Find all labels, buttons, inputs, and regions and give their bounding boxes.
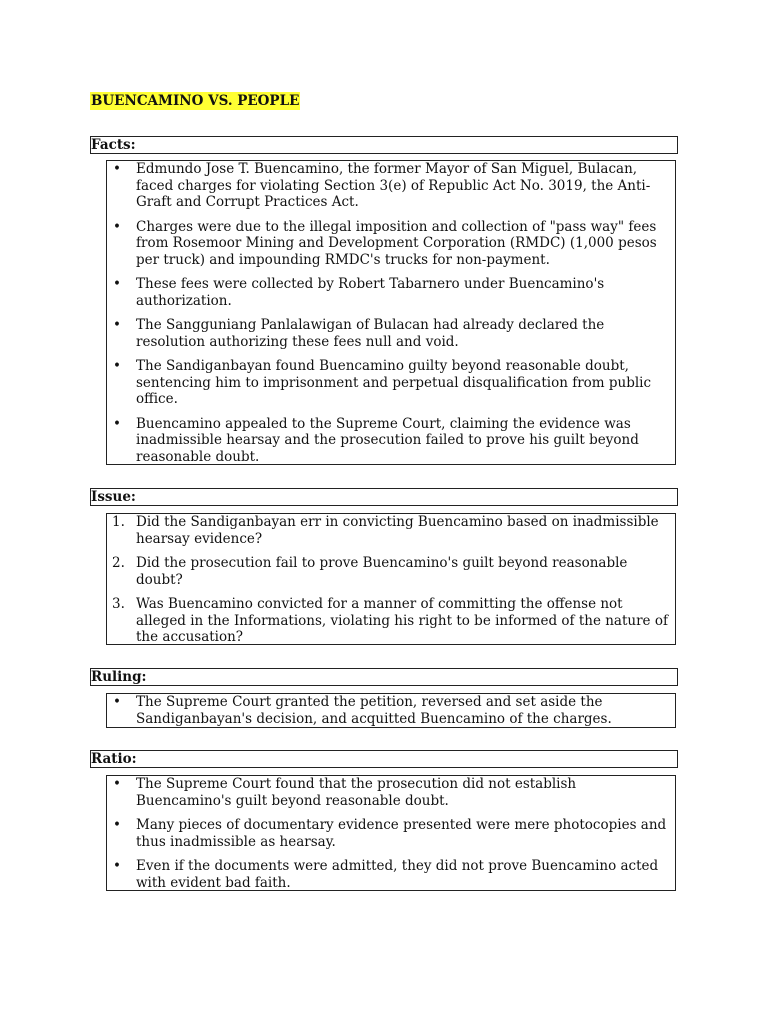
- ratio-list: [107, 776, 675, 891]
- bullet-icon: •: [113, 415, 121, 432]
- issue-box: [106, 513, 676, 645]
- issue-item-text: Did the prosecution fail to prove Buencamino's guilt beyond reasonable doubt?: [136, 555, 628, 588]
- ruling-list: [107, 694, 675, 727]
- bullet-icon: •: [113, 276, 121, 292]
- issue-number: 2.: [112, 555, 125, 571]
- issue-item-text: Did the Sandiganbayan err in convicting Buencamino based on inadmissible hearsay evidence?: [136, 514, 659, 547]
- facts-label-text: Facts:: [91, 137, 136, 153]
- ratio-label-text: Ratio:: [91, 751, 137, 767]
- ratio-item: [107, 858, 675, 891]
- document-title: BUENCAMINO VS. PEOPLE: [91, 93, 300, 109]
- ruling-item: [107, 694, 675, 727]
- bullet-icon: •: [113, 694, 121, 710]
- issue-item-text: Was Buencamino convicted for a manner of committing the offense not alleged in the Informations, violating his right to be informed of the nature of the accusation?: [136, 596, 668, 645]
- bullet-icon: •: [113, 218, 121, 235]
- bullet-icon: •: [113, 161, 121, 177]
- bullet-icon: •: [113, 817, 121, 833]
- facts-list: [107, 161, 675, 465]
- facts-item-text: The Sandiganbayan found Buencamino guilty beyond reasonable doubt, sentencing him to imprisonment and perpetual disqualification from public office.: [136, 358, 652, 407]
- bullet-icon: •: [113, 858, 121, 874]
- facts-item-text: These fees were collected by Robert Tabarnero under Buencamino's authorization.: [136, 276, 605, 309]
- ruling-box: [106, 693, 676, 728]
- ratio-item: [107, 817, 675, 850]
- ruling-label: [90, 668, 678, 686]
- facts-item-text: Edmundo Jose T. Buencamino, the former Mayor of San Miguel, Bulacan, faced charges for violating Section 3(e) of Republic Act No. 3019, the Anti-Graft and Corrupt Practices Act.: [136, 161, 651, 210]
- facts-item: [107, 416, 675, 466]
- ruling-item-text: The Supreme Court granted the petition, reversed and set aside the Sandiganbayan's decision, and acquitted Buencamino of the charges.: [136, 694, 612, 727]
- facts-item-text: Charges were due to the illegal imposition and collection of "pass way" fees from Rosemoor Mining and Development Corporation (RMDC) (1,000 pesos per truck) and impounding RMDC's trucks for non-payment.: [136, 218, 657, 268]
- facts-item: [107, 276, 675, 309]
- bullet-icon: •: [113, 358, 121, 374]
- bullet-icon: •: [113, 317, 121, 333]
- ruling-label-text: Ruling:: [91, 669, 147, 685]
- facts-item: [107, 317, 675, 350]
- facts-label: [90, 136, 678, 154]
- issue-item: [107, 514, 675, 547]
- ratio-item-text: Many pieces of documentary evidence presented were mere photocopies and thus inadmissible as hearsay.: [136, 817, 667, 850]
- issue-list: [107, 514, 675, 646]
- facts-item: [107, 358, 675, 408]
- issue-label-text: Issue:: [91, 489, 136, 505]
- issue-item: [107, 596, 675, 646]
- issue-number: 1.: [112, 514, 125, 530]
- ratio-item-text: The Supreme Court found that the prosecution did not establish Buencamino's guilt beyond reasonable doubt.: [136, 776, 577, 809]
- ratio-box: [106, 775, 676, 891]
- facts-item: [107, 161, 675, 211]
- facts-item-text: The Sangguniang Panlalawigan of Bulacan had already declared the resolution authorizing these fees null and void.: [136, 317, 605, 350]
- issue-label: [90, 488, 678, 506]
- ratio-item-text: Even if the documents were admitted, they did not prove Buencamino acted with evident bad faith.: [136, 858, 659, 891]
- ratio-item: [107, 776, 675, 809]
- facts-item-text: Buencamino appealed to the Supreme Court, claiming the evidence was inadmissible hearsay and the prosecution failed to prove his guilt beyond reasonable doubt.: [136, 415, 639, 465]
- facts-box: [106, 160, 676, 465]
- issue-item: [107, 555, 675, 588]
- facts-item: [107, 219, 675, 269]
- issue-number: 3.: [112, 596, 125, 612]
- ratio-label: [90, 750, 678, 768]
- bullet-icon: •: [113, 776, 121, 792]
